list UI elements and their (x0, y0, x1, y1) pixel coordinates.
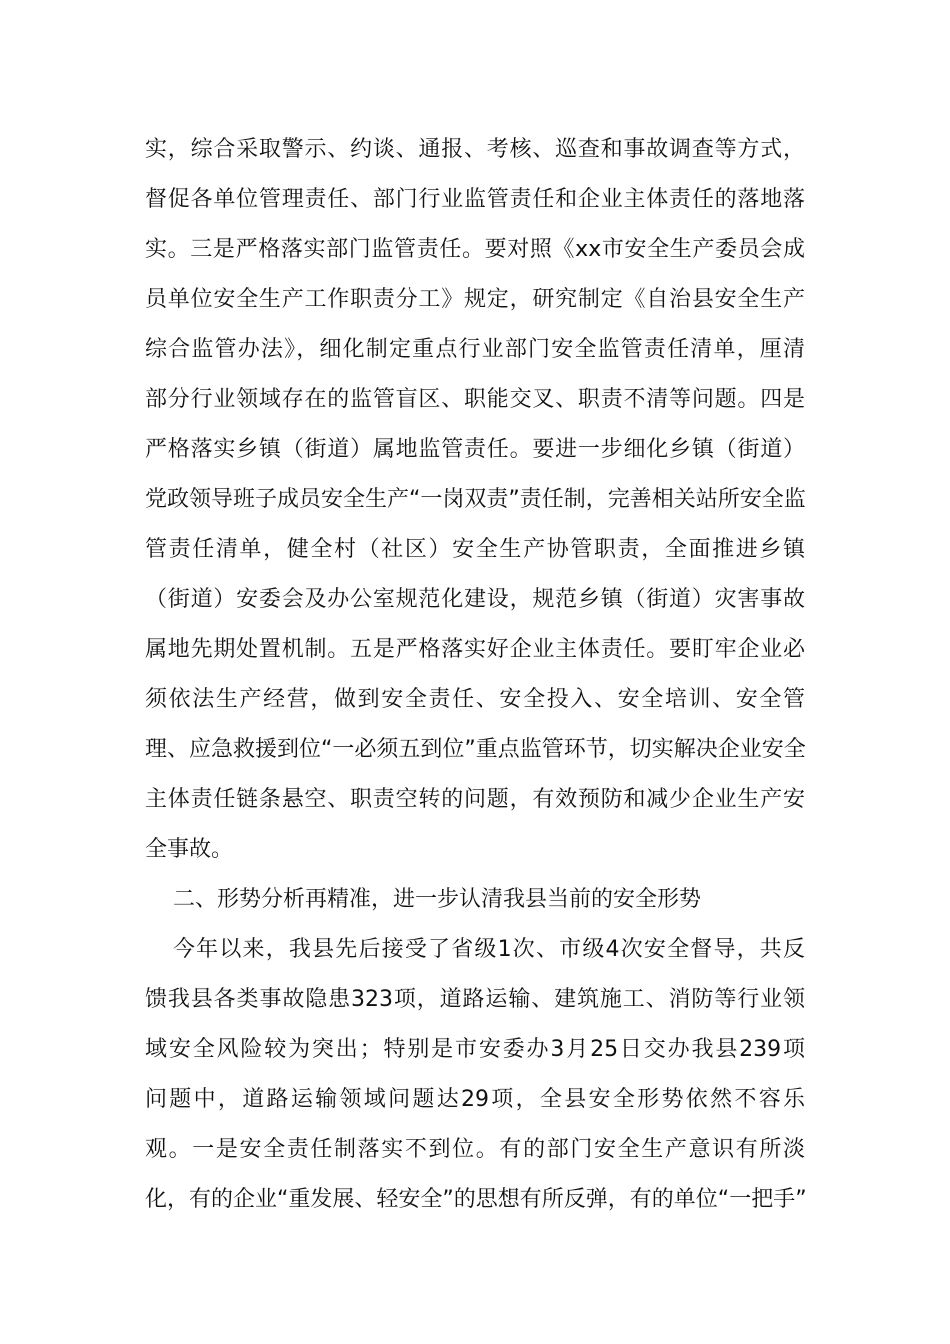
text-line: 馈我县各类事故隐患323项，道路运输、建筑施工、消防等行业领 (145, 987, 805, 1012)
text-line: 主体责任链条悬空、职责空转的问题，有效预防和减少企业生产安 (145, 787, 805, 812)
text-line: 属地先期处置机制。五是严格落实好企业主体责任。要盯牢企业必 (145, 637, 805, 662)
section-heading (145, 875, 805, 925)
text-line: 实。三是严格落实部门监管责任。要对照《xx市安全生产委员会成 (145, 237, 805, 262)
text-line: 二、形势分析再精准，进一步认清我县当前的安全形势 (173, 887, 702, 912)
text-line: 观。一是安全责任制落实不到位。有的部门安全生产意识有所淡 (145, 1137, 805, 1162)
text-line: 今年以来，我县先后接受了省级1次、市级4次安全督导，共反 (173, 937, 805, 962)
text-line: 严格落实乡镇（街道）属地监管责任。要进一步细化乡镇（街道） (145, 437, 805, 462)
text-line: 全事故。 (145, 837, 234, 862)
text-line: 管责任清单，健全村（社区）安全生产协管职责，全面推进乡镇 (145, 537, 805, 562)
paragraph (145, 125, 805, 875)
text-line: 员单位安全生产工作职责分工》规定，研究制定《自治县安全生产 (145, 287, 805, 312)
text-line: 问题中，道路运输领域问题达29项，全县安全形势依然不容乐 (145, 1087, 805, 1112)
document-body (145, 125, 805, 1225)
text-line: 域安全风险较为突出；特别是市安委办3月25日交办我县239项 (145, 1037, 805, 1062)
text-line: 化，有的企业“重发展、轻安全”的思想有所反弹，有的单位“一把手” (145, 1187, 807, 1212)
text-line: （街道）安委会及办公室规范化建设，规范乡镇（街道）灾害事故 (145, 587, 805, 612)
text-line: 理、应急救援到位“一必须五到位”重点监管环节，切实解决企业安全 (145, 737, 806, 762)
text-line: 综合监管办法》，细化制定重点行业部门安全监管责任清单，厘清 (145, 337, 805, 362)
text-line: 督促各单位管理责任、部门行业监管责任和企业主体责任的落地落 (145, 187, 805, 212)
text-line: 部分行业领域存在的监管盲区、职能交叉、职责不清等问题。四是 (145, 387, 805, 412)
paragraph (145, 925, 805, 1225)
text-line: 须依法生产经营，做到安全责任、安全投入、安全培训、安全管 (145, 687, 805, 712)
text-line: 实，综合采取警示、约谈、通报、考核、巡查和事故调查等方式， (145, 137, 805, 162)
text-line: 党政领导班子成员安全生产“一岗双责”责任制，完善相关站所安全监 (145, 487, 806, 512)
